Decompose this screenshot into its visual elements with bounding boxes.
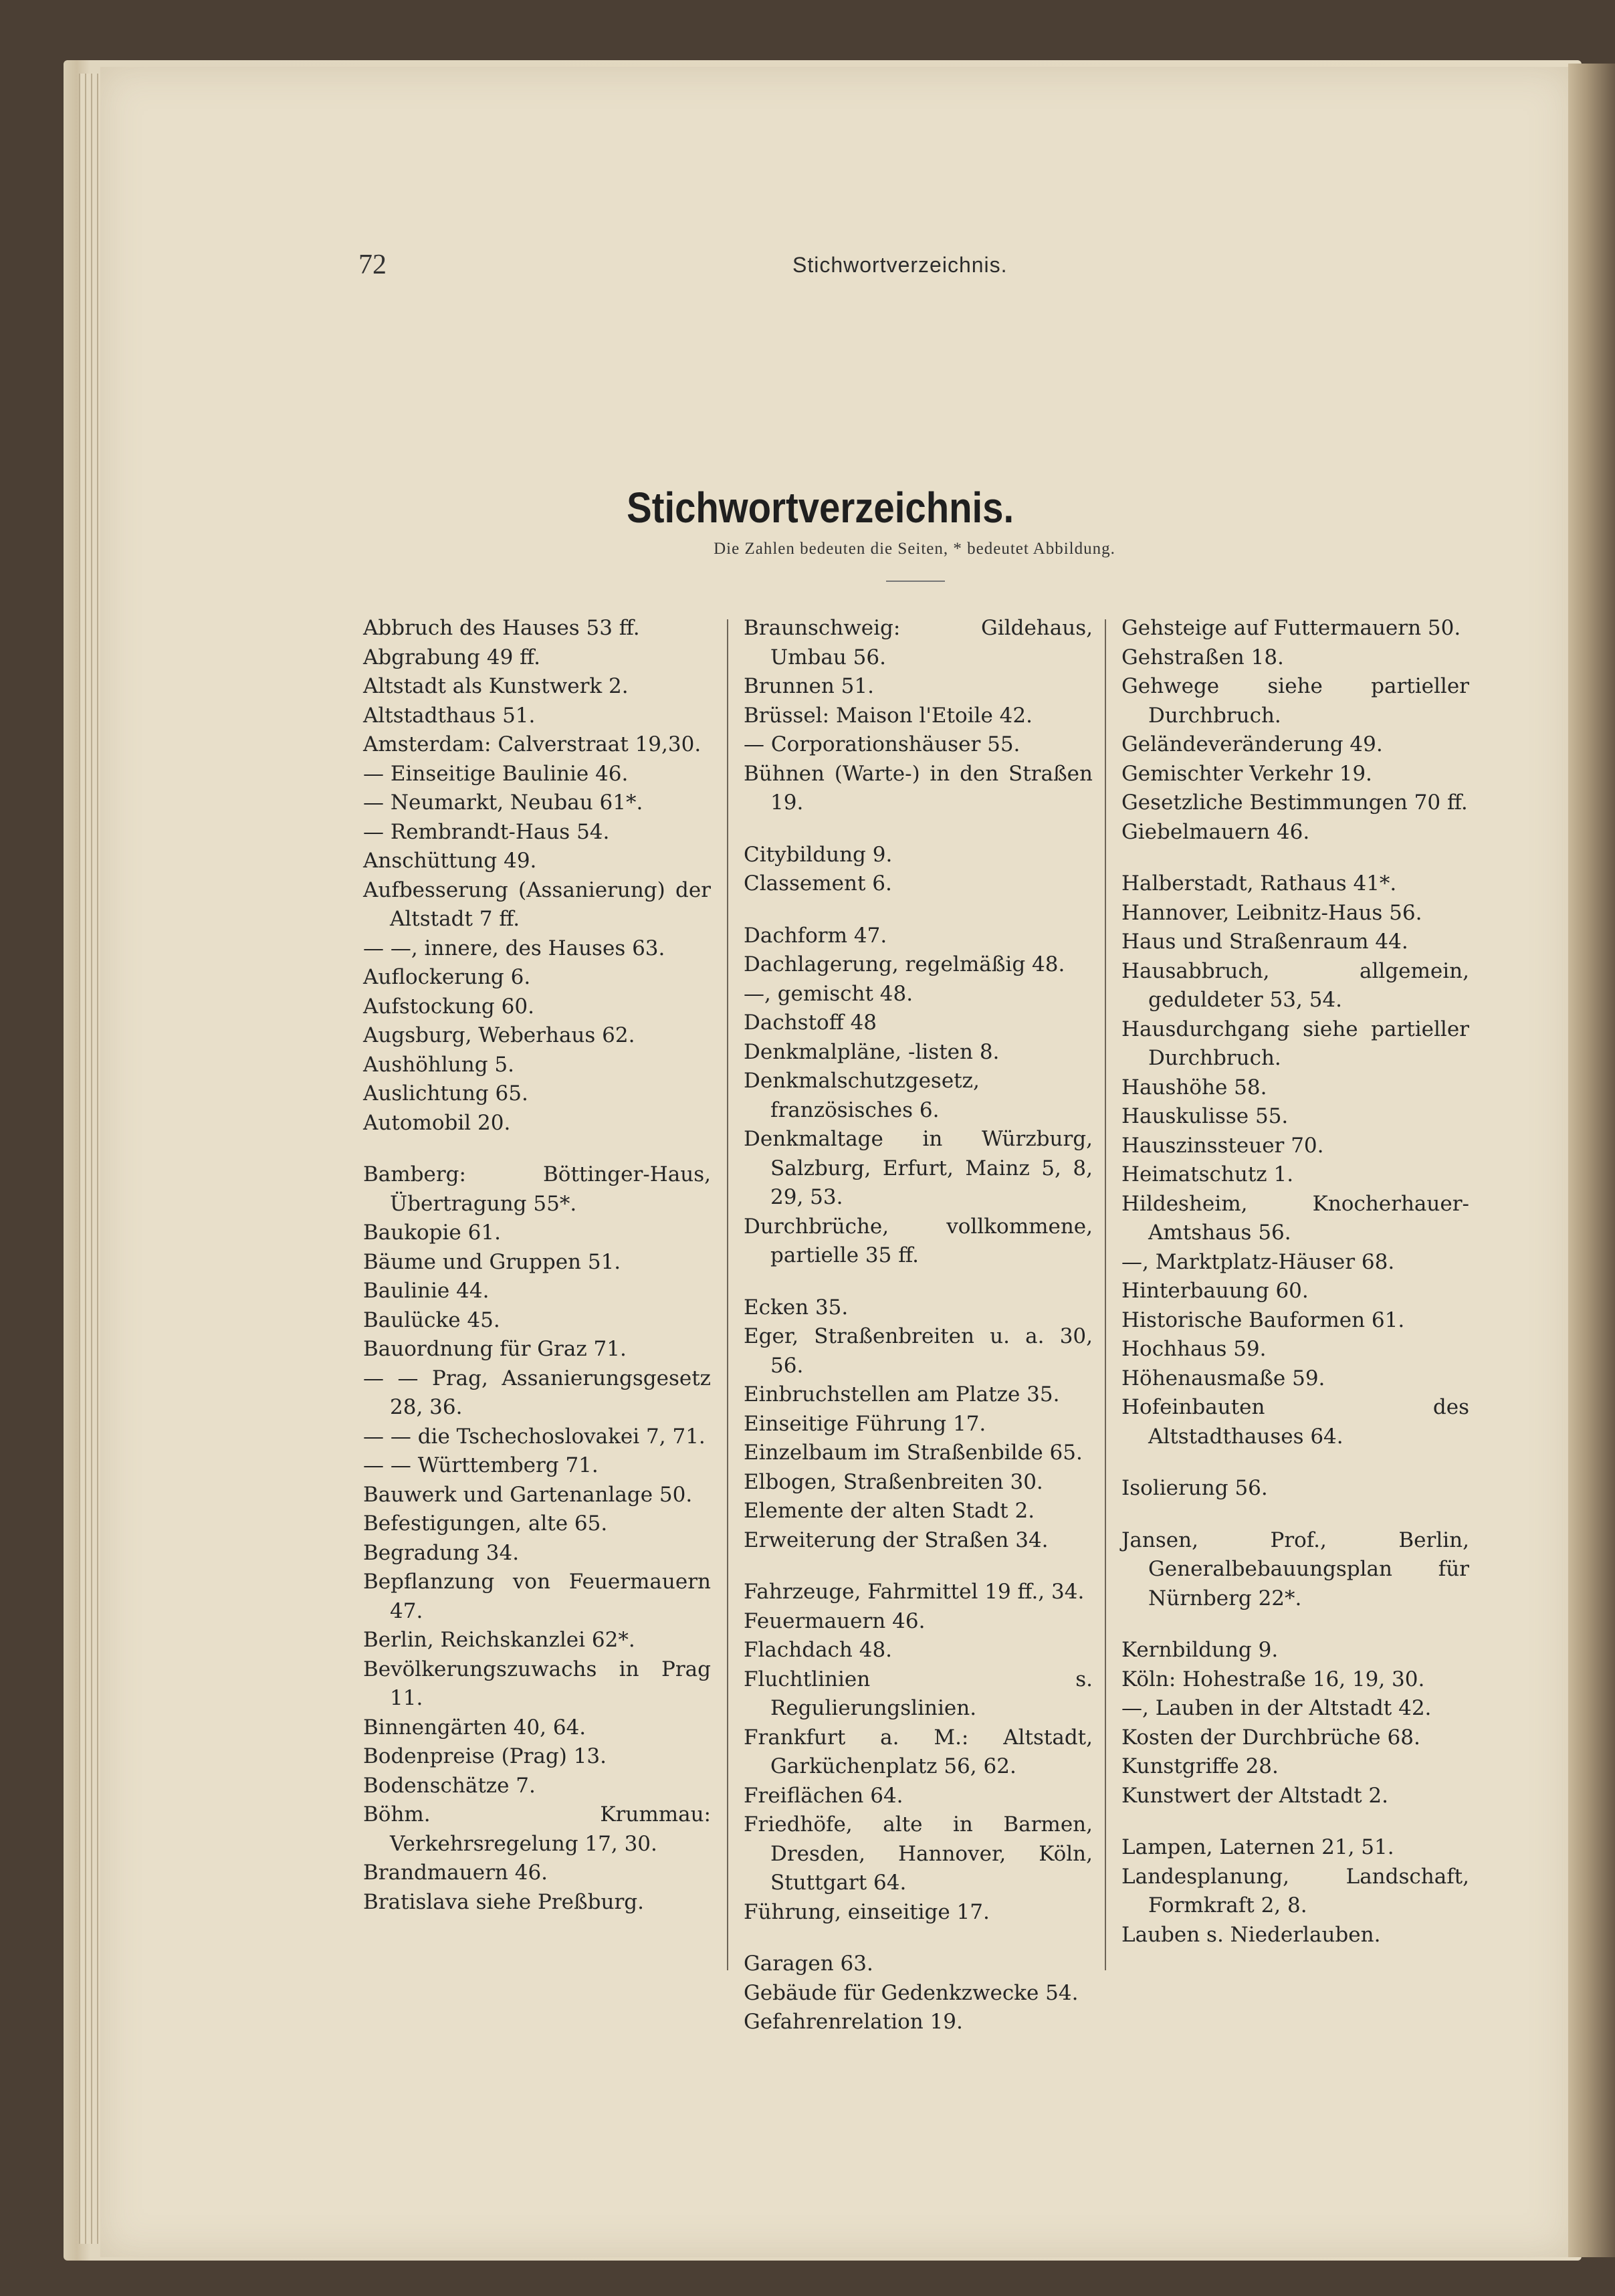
index-entry: Hausabbruch, allgemein, geduldeter 53, 54. [1121,958,1469,1012]
letter-group-gap [363,1138,711,1160]
index-entry: Hausdurchgang siehe partieller Durchbruch. [1121,1017,1469,1070]
index-entry: Denkmalschutzgesetz, französisches 6. [744,1069,980,1122]
index-entry: Eger, Straßenbreiten u. a. 30, 56. [744,1324,1093,1378]
index-entry: Dachlagerung, regelmäßig 48. [744,952,1065,976]
index-entry: — —, innere, des Hauses 63. [363,936,665,960]
index-entry: Kunstgriffe 28. [1121,1754,1279,1778]
index-entry: Jansen, Prof., Berlin, Generalbebauungsplan für Nürnberg 22*. [1121,1528,1469,1610]
index-entry: Bratislava siehe Preßburg. [363,1889,644,1914]
index-entry: Dachstoff 48 [744,1011,877,1035]
index-entry: Fluchtlinien s. Regulierungslinien. [744,1667,1093,1720]
index-entry: — — Prag, Assanierungsgesetz 28, 36. [363,1366,711,1419]
index-entry: Lampen, Laternen 21, 51. [1121,1835,1394,1859]
index-entry: Bevölkerungszuwachs in Prag 11. [363,1657,711,1710]
index-entry: Bauordnung für Graz 71. [363,1337,627,1361]
index-entry: Feuermauern 46. [744,1608,926,1633]
page-title: Stichwortverzeichnis. [627,484,1014,532]
index-entry: Kernbildung 9. [1121,1638,1279,1662]
index-entry: Isolierung 56. [1121,1476,1268,1500]
index-entry: Brunnen 51. [744,674,874,698]
index-entry: Hildesheim, Knocherhauer-Amtshaus 56. [1121,1191,1469,1245]
index-entry: Bodenpreise (Prag) 13. [363,1744,607,1768]
index-entry: Gehwege siehe partieller Durchbruch. [1121,674,1469,728]
index-entry: Aufbesserung (Assanierung) der Altstadt 7 ff. [363,877,711,931]
index-entry: Gebäude für Gedenkzwecke 54. [744,1980,1079,2005]
column-divider [727,619,728,1970]
index-entry: Höhenausmaße 59. [1121,1366,1325,1390]
index-entry: — — die Tschechoslovakei 7, 71. [363,1424,706,1449]
index-entry: Berlin, Reichskanzlei 62*. [363,1628,635,1652]
index-entry: Citybildung 9. [744,842,893,867]
index-entry: —, Marktplatz-Häuser 68. [1121,1249,1395,1274]
index-entry: Gemischter Verkehr 19. [1121,761,1372,786]
index-entry: Kunstwert der Altstadt 2. [1121,1783,1388,1808]
index-entry: Hauskulisse 55. [1121,1104,1289,1128]
index-entry: Haushöhe 58. [1121,1075,1267,1100]
page-subtitle: Die Zahlen bedeuten die Seiten, * bedeutet Abbildung. [714,540,1115,558]
letter-group-gap [1121,1810,1469,1833]
index-entry: Brandmauern 46. [363,1861,548,1885]
index-entry: Bodenschätze 7. [363,1773,536,1798]
index-entry: Bühnen (Warte-) in den Straßen 19. [744,761,1093,815]
letter-group-gap [1121,847,1469,869]
index-entry: Gehstraßen 18. [1121,645,1284,669]
index-entry: Landesplanung, Landschaft, Formkraft 2, 8. [1121,1864,1469,1917]
index-entry: Historische Bauformen 61. [1121,1308,1405,1332]
index-entry: — Rembrandt-Haus 54. [363,819,610,844]
index-entry: Gesetzliche Bestimmungen 70 ff. [1121,791,1468,815]
index-entry: Classement 6. [744,871,892,896]
index-entry: —, Lauben in der Altstadt 42. [1121,1696,1432,1720]
index-entry: Auflockerung 6. [363,965,531,989]
index-entry: Giebelmauern 46. [1121,819,1310,844]
index-entry: Gehsteige auf Futtermauern 50. [1121,616,1461,640]
index-entry: Brüssel: Maison l'Etoile 42. [744,703,1033,728]
index-entry: Heimatschutz 1. [1121,1162,1294,1186]
index-entry: Fahrzeuge, Fahrmittel 19 ff., 34. [744,1580,1085,1604]
index-entry: Bamberg: Böttinger-Haus, Übertragung 55*. [363,1162,711,1216]
index-entry: Automobil 20. [363,1110,511,1135]
index-entry: Auslichtung 65. [363,1081,528,1106]
index-entry: Böhm. Krummau: Verkehrsregelung 17, 30. [363,1802,711,1856]
letter-group-gap [744,818,1093,841]
index-entry: Köln: Hohestraße 16, 19, 30. [1121,1667,1425,1691]
index-entry: Bepflanzung von Feuermauern 47. [363,1570,711,1623]
index-entry: Hinterbauung 60. [1121,1279,1309,1303]
index-entry: Baukopie 61. [363,1221,501,1245]
title-rule [886,581,945,582]
index-entry: Hochhaus 59. [1121,1337,1267,1361]
letter-group-gap [744,1555,1093,1578]
index-entry: Dachform 47. [744,923,887,948]
index-entry: Braunschweig: Gildehaus, Umbau 56. [744,616,1093,669]
page-number: 72 [358,249,387,280]
index-column-1 [363,614,711,1917]
running-title: Stichwortverzeichnis. [792,253,1008,277]
index-entry: Denkmaltage in Würzburg, Salzburg, Erfurt, Mainz 5, 8, 29, 53. [744,1127,1093,1209]
index-entry: Lauben s. Niederlauben. [1121,1922,1381,1947]
letter-group-gap [744,1271,1093,1293]
letter-group-gap [744,899,1093,922]
index-entry: Bauwerk und Gartenanlage 50. [363,1482,693,1507]
index-entry: Befestigungen, alte 65. [363,1511,608,1536]
index-entry: Bäume und Gruppen 51. [363,1249,621,1274]
index-column-2 [744,614,1093,2037]
index-entry: Flachdach 48. [744,1638,893,1662]
column-divider [1105,619,1106,1970]
index-entry: Friedhöfe, alte in Barmen, Dresden, Hannover, Köln, Stuttgart 64. [744,1812,1093,1895]
index-entry: Anschüttung 49. [363,849,537,873]
index-entry: — Einseitige Baulinie 46. [363,761,629,786]
index-entry: Garagen 63. [744,1952,873,1976]
index-entry: Erweiterung der Straßen 34. [744,1528,1049,1552]
index-entry: Durchbrüche, vollkommene, partielle 35 ff. [744,1214,1093,1267]
index-entry: Hauszinssteuer 70. [1121,1133,1324,1158]
running-head [0,249,1615,289]
index-entry: Altstadt als Kunstwerk 2. [363,674,629,698]
index-entry: Abgrabung 49 ff. [363,645,540,669]
letter-group-gap [1121,1503,1469,1526]
index-entry: Einseitige Führung 17. [744,1411,986,1436]
index-entry: —, gemischt 48. [744,981,913,1006]
index-entry: Baulücke 45. [363,1308,500,1332]
index-entry: Aufstockung 60. [363,994,534,1019]
index-column-3 [1121,614,1469,1950]
letter-group-gap [744,1927,1093,1950]
index-entry: Hannover, Leibnitz-Haus 56. [1121,900,1422,925]
index-entry: Amsterdam: Calverstraat 19,30. [363,732,702,756]
index-entry: Elbogen, Straßenbreiten 30. [744,1469,1043,1494]
index-entry: Ecken 35. [744,1295,849,1320]
index-columns [0,614,1615,2034]
index-entry: — Neumarkt, Neubau 61*. [363,791,643,815]
index-entry: Gefahrenrelation 19. [744,2010,963,2034]
letter-group-gap [1121,1451,1469,1474]
index-entry: Aushöhlung 5. [363,1052,514,1077]
index-entry: Geländeveränderung 49. [1121,732,1383,756]
index-entry: Kosten der Durchbrüche 68. [1121,1725,1420,1750]
index-entry: Einbruchstellen am Platze 35. [744,1382,1060,1406]
index-entry: Altstadthaus 51. [363,703,536,728]
letter-group-gap [1121,1613,1469,1636]
index-entry: Elemente der alten Stadt 2. [744,1499,1035,1523]
index-entry: Binnengärten 40, 64. [363,1715,586,1740]
index-entry: Denkmalpläne, -listen 8. [744,1039,1000,1064]
index-entry: Augsburg, Weberhaus 62. [363,1023,635,1047]
index-entry: Führung, einseitige 17. [744,1899,990,1924]
index-entry: — — Württemberg 71. [363,1453,599,1477]
index-entry: — Corporationshäuser 55. [744,732,1020,756]
index-entry: Baulinie 44. [363,1279,490,1303]
index-entry: Einzelbaum im Straßenbilde 65. [744,1441,1083,1465]
index-entry: Halberstadt, Rathaus 41*. [1121,871,1397,896]
index-entry: Freiflächen 64. [744,1783,903,1808]
index-entry: Frankfurt a. M.: Altstadt, Garküchenplatz 56, 62. [744,1725,1093,1778]
index-entry: Begradung 34. [363,1540,520,1565]
index-entry: Haus und Straßenraum 44. [1121,930,1408,954]
index-entry: Abbruch des Hauses 53 ff. [363,616,640,640]
index-entry: Hofeinbauten des Altstadthauses 64. [1121,1395,1469,1449]
